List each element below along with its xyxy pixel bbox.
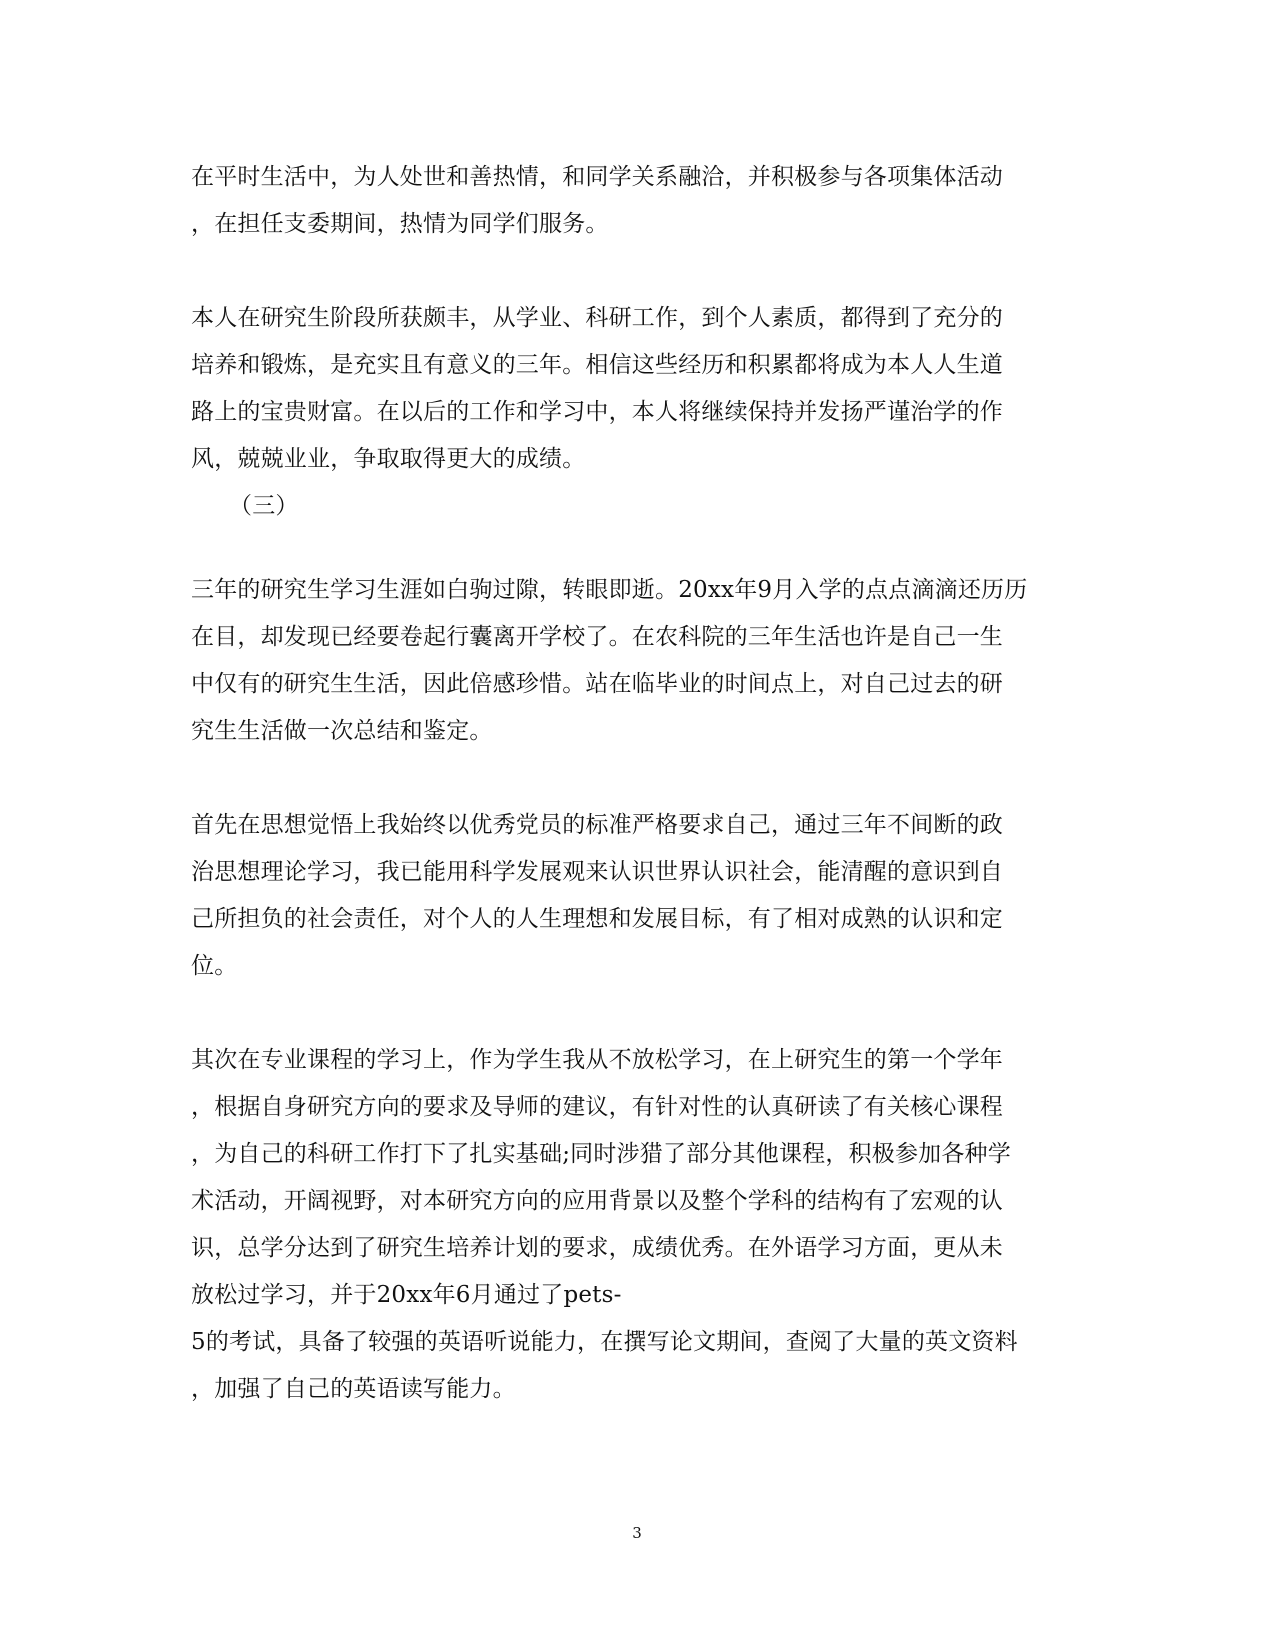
text-line: 治思想理论学习，我已能用科学发展观来认识世界认识社会，能清醒的意识到自	[191, 859, 1003, 885]
text-line: 路上的宝贵财富。在以后的工作和学习中，本人将继续保持并发扬严谨治学的作	[191, 399, 1003, 425]
text-line: 首先在思想觉悟上我始终以优秀党员的标准严格要求自己，通过三年不间断的政	[191, 812, 1003, 838]
text-line: ，为自己的科研工作打下了扎实基础;同时涉猎了部分其他课程，积极参加各种学	[191, 1141, 1011, 1167]
text-line: 其次在专业课程的学习上，作为学生我从不放松学习，在上研究生的第一个学年	[191, 1047, 1003, 1073]
text-line: 在目，却发现已经要卷起行囊离开学校了。在农科院的三年生活也许是自己一生	[191, 624, 1003, 650]
text-line: 5的考试，具备了较强的英语听说能力，在撰写论文期间，查阅了大量的英文资料	[191, 1329, 1018, 1355]
text-line: 识，总学分达到了研究生培养计划的要求，成绩优秀。在外语学习方面，更从未	[191, 1235, 1003, 1261]
text-line: 究生生活做一次总结和鉴定。	[191, 718, 493, 744]
text-line: ，在担任支委期间，热情为同学们服务。	[191, 211, 609, 237]
text-line: 放松过学习，并于20xx年6月通过了pets-	[191, 1282, 622, 1308]
text-line: 本人在研究生阶段所获颇丰，从学业、科研工作，到个人素质，都得到了充分的	[191, 305, 1003, 331]
text-line: 中仅有的研究生生活，因此倍感珍惜。站在临毕业的时间点上，对自己过去的研	[191, 671, 1003, 697]
text-line: ，加强了自己的英语读写能力。	[191, 1376, 516, 1402]
text-line: 风，兢兢业业，争取取得更大的成绩。	[191, 446, 586, 472]
text-line: 在平时生活中，为人处世和善热情，和同学关系融洽，并积极参与各项集体活动	[191, 164, 1003, 190]
text-line: 术活动，开阔视野，对本研究方向的应用背景以及整个学科的结构有了宏观的认	[191, 1188, 1003, 1214]
text-line: 己所担负的社会责任，对个人的人生理想和发展目标，有了相对成熟的认识和定	[191, 906, 1003, 932]
section-heading: （三）	[229, 493, 299, 519]
text-line: ，根据自身研究方向的要求及导师的建议，有针对性的认真研读了有关核心课程	[191, 1094, 1003, 1120]
text-line: 培养和锻炼，是充实且有意义的三年。相信这些经历和积累都将成为本人人生道	[191, 352, 1003, 378]
page-number: 3	[632, 1524, 642, 1542]
text-line: 位。	[191, 953, 238, 979]
text-line: 三年的研究生学习生涯如白驹过隙，转眼即逝。20xx年9月入学的点点滴滴还历历	[191, 577, 1028, 603]
